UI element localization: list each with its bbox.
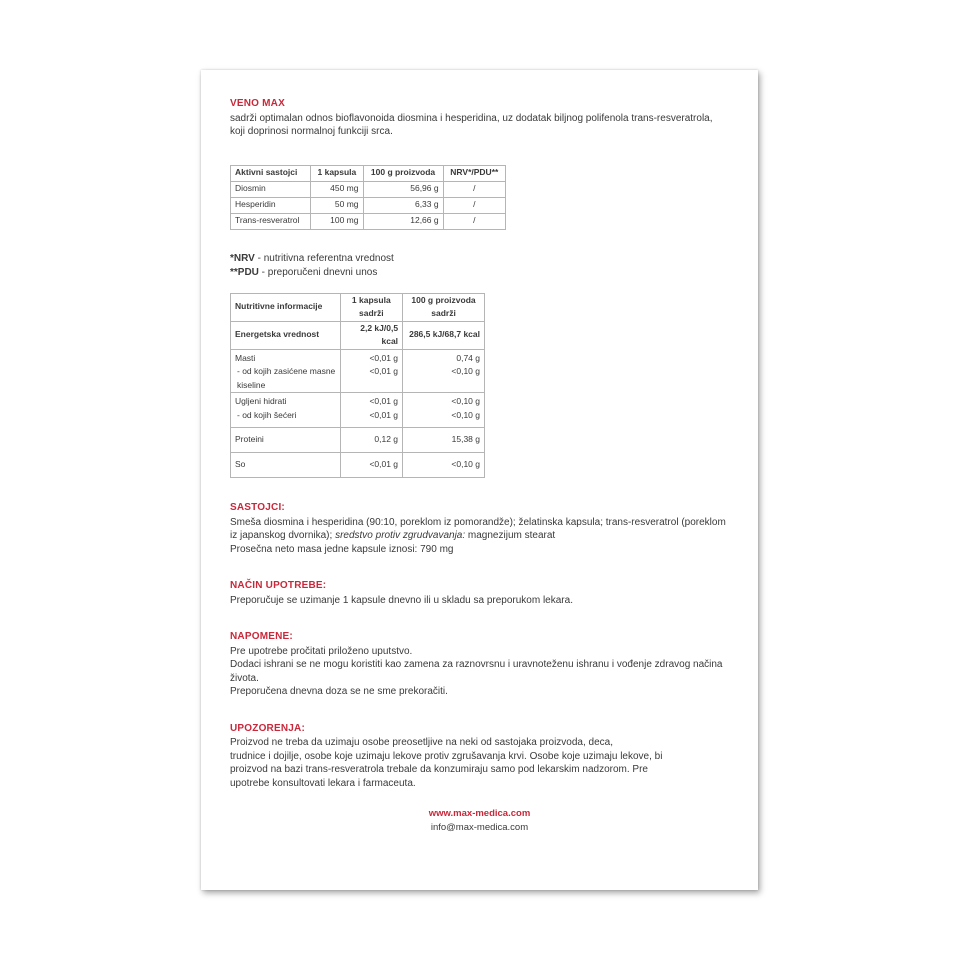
nutrition-table [230,293,485,479]
per-capsule-value: 2,2 kJ/0,5 kcal [340,321,403,349]
document-page [201,70,758,890]
sugars-per100: <0,10 g [451,409,480,420]
capsule-mass: Prosečna neto masa jedne kapsule iznosi: 790 mg [230,543,454,555]
usage-text: Preporučuje se uzimanje 1 kapsule dnevno ili u skladu sa preporukom lekara. [230,594,573,606]
sugars-label: - od kojih šećeri [237,409,297,420]
notes-line: Dodaci ishrani se ne mogu koristiti kao zamena za raznovrsnu i uravnoteženu ishranu i vođenje zdravog načina života. [230,659,723,684]
product-name: VENO MAX [230,98,285,109]
carbs-capsule: <0,01 g [369,396,399,406]
per-100g-value [403,349,485,393]
document-content [230,97,730,790]
carbs-per100: <0,10 g [451,396,480,406]
per-capsule-value [340,393,403,428]
table-row [231,181,506,197]
table-row [231,453,485,478]
warnings-section [230,722,730,791]
sugars-capsule: <0,01 g [369,409,399,420]
table-row [231,197,506,213]
ingredients-section [230,501,730,556]
saturated-fats-capsule: <0,01 g [369,366,399,376]
nrv-key: *NRV [230,252,255,264]
per-capsule-value [340,349,403,393]
abbreviation-notes [230,252,730,280]
table-header: Nutritivne informacije [231,293,341,321]
ingredients-text [230,516,730,543]
nutrient-name: Proteini [231,428,341,453]
ingredient-name: Trans-resveratrol [231,213,311,229]
nrv-note [230,252,730,266]
ingredients-list: Smeša diosmina i hesperidina (90:10, poreklom iz pomorandže); želatinska kapsula; trans-resveratrol (poreklom iz japanskog dvornika); [230,516,726,541]
table-header: 100 g proizvoda [363,165,443,181]
anticaking-label: sredstvo protiv zgrudvavanja: [335,530,466,541]
ingredient-name: Diosmin [231,181,311,197]
per-100g-value: 6,33 g [363,197,443,213]
product-intro: sadrži optimalan odnos bioflavonoida diosmina i hesperidina, uz dodatak biljnog polifenola trans-resveratrola, koji doprinosi normalnoj funkciji srca. [230,112,713,137]
nutrient-name [231,393,341,428]
warnings-line: trudnice i dojilje, osobe koje uzimaju lekove protiv zgrušavanja krvi. Osobe koje uzimaju lekove, bi [230,750,663,762]
per-100g-value: 12,66 g [363,213,443,229]
per-capsule-value: <0,01 g [340,453,403,478]
nrv-text: - nutritivna referentna vrednost [254,252,394,264]
table-row [231,213,506,229]
pdu-key: **PDU [230,266,259,278]
notes-line: Preporučena dnevna doza se ne sme prekoračiti. [230,686,448,697]
notes-heading: NAPOMENE: [230,631,293,642]
saturated-fats-per100: <0,10 g [451,366,480,376]
fats-label: Masti [235,352,256,363]
pdu-text: - preporučeni dnevni unos [258,266,378,278]
warnings-line: proizvod na bazi trans-resveratrola trebale da konzumiraju samo pod lekarskim nadzorom. Pre [230,764,648,775]
per-100g-value [403,393,485,428]
warnings-line: Proizvod ne treba da uzimaju osobe preosetljive na neki od sastojaka proizvoda, deca, [230,737,614,748]
per-100g-value: 56,96 g [363,181,443,197]
pdu-note [230,266,730,280]
carbs-label: Ugljeni hidrati [235,396,287,406]
per-capsule-value: 100 mg [311,213,363,229]
per-capsule-value: 450 mg [311,181,363,197]
notes-line: Pre upotrebe pročitati priloženo uputstvo. [230,645,413,657]
table-row [231,393,485,428]
per-capsule-value: 0,12 g [340,428,403,453]
ingredient-name: Hesperidin [231,197,311,213]
anticaking-agent: magnezijum stearat [465,530,556,541]
nutrient-name [231,349,341,393]
table-header-row [231,293,485,321]
fats-per100: 0,74 g [456,352,480,363]
table-header: NRV*/PDU** [443,165,505,181]
nrv-value: / [443,197,505,213]
usage-section [230,579,730,607]
warnings-line: upotrebe konsultovati lekara i farmaceuta. [230,777,416,789]
table-header: 1 kapsula [311,165,363,181]
table-row [231,428,485,453]
saturated-fats-label: - od kojih zasićene masne kiseline [237,366,336,390]
nrv-value: / [443,213,505,229]
ingredients-heading: SASTOJCI: [230,502,285,513]
table-header-row [231,165,506,181]
table-header: 1 kapsula sadrži [340,293,403,321]
table-header: Aktivni sastojci [231,165,311,181]
table-row [231,349,485,393]
nutrient-name: Energetska vrednost [231,321,341,349]
table-row [231,321,485,349]
contact-block [201,807,758,835]
nutrient-name: So [231,453,341,478]
usage-heading: NAČIN UPOTREBE: [230,580,327,591]
per-capsule-value: 50 mg [311,197,363,213]
per-100g-value: <0,10 g [403,453,485,478]
active-ingredients-table [230,165,506,230]
nrv-value: / [443,181,505,197]
fats-capsule: <0,01 g [369,352,399,363]
table-header: 100 g proizvoda sadrži [403,293,485,321]
website-link[interactable]: www.max-medica.com [428,808,531,819]
per-100g-value: 286,5 kJ/68,7 kcal [403,321,485,349]
email-link[interactable]: info@max-medica.com [430,822,529,833]
per-100g-value: 15,38 g [403,428,485,453]
notes-section [230,630,730,699]
warnings-heading: UPOZORENJA: [230,722,305,734]
